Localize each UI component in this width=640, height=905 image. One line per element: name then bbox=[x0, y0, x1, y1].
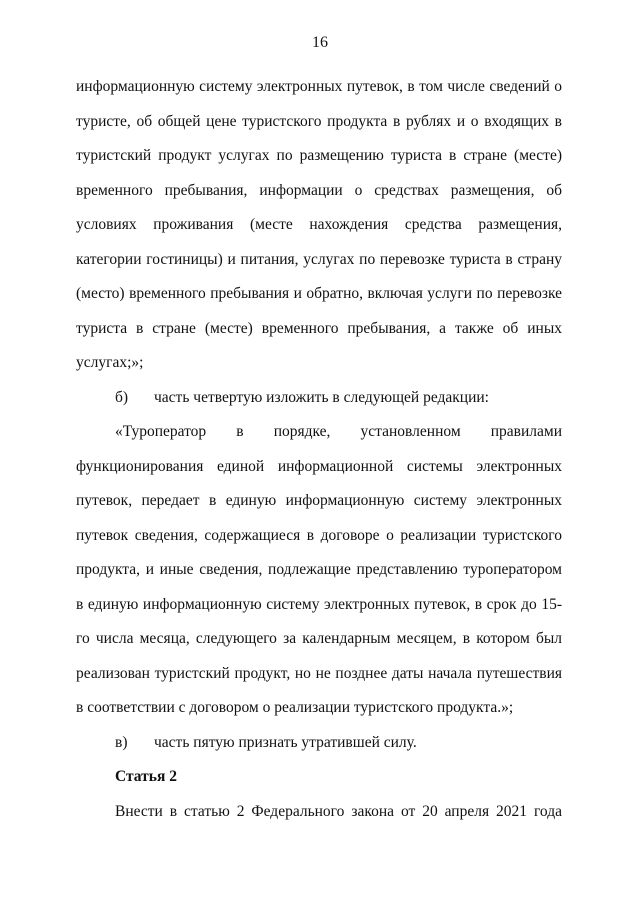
paragraph-article-2: Внести в статью 2 Федерального закона от 20 апреля 2021 года bbox=[115, 802, 562, 820]
article-heading: Статья 2 bbox=[115, 768, 177, 785]
paragraph-quoted-amendment: «Туроператор в порядке, установленном правилами функционирования единой информационной системы электронных путевок, передает в единую информационную систему электронных путевок сведения, содержащиеся в договоре о реализации туристского продукта, и иные сведения, подлежащие представлению туроператором в единую информационную систему электронных путевок, в срок до 15-го числа месяца, следующего за календарным месяцем, в котором был реализован туристский продукт, но не позднее даты начала путешествия в соответствии с договором о реализации туристского продукта.»; bbox=[76, 423, 562, 716]
list-marker-v: в) bbox=[115, 733, 128, 751]
paragraph-continuation: информационную систему электронных путевок, в том числе сведений о туристе, об общей цене туристского продукта в рублях и о входящих в туристский продукт услугах по размещению туриста в стране (месте) временного пребывания, информации о средствах размещения, об условиях проживания (месте нахождения средства размещения, категории гостиницы) и питания, услугах по перевозке туриста в страну (место) временного пребывания и обратно, включая услуги по перевозке туриста в стране (месте) временного пребывания, а также об иных услугах;»; bbox=[76, 78, 562, 371]
list-item-v bbox=[76, 726, 562, 761]
list-item-b bbox=[76, 381, 562, 416]
document-body bbox=[76, 70, 562, 829]
list-text-b: часть четвертую изложить в следующей редакции: bbox=[154, 388, 489, 406]
list-marker-b: б) bbox=[115, 388, 129, 406]
list-text-v: часть пятую признать утратившей силу. bbox=[154, 733, 417, 751]
page-number: 16 bbox=[312, 34, 328, 51]
